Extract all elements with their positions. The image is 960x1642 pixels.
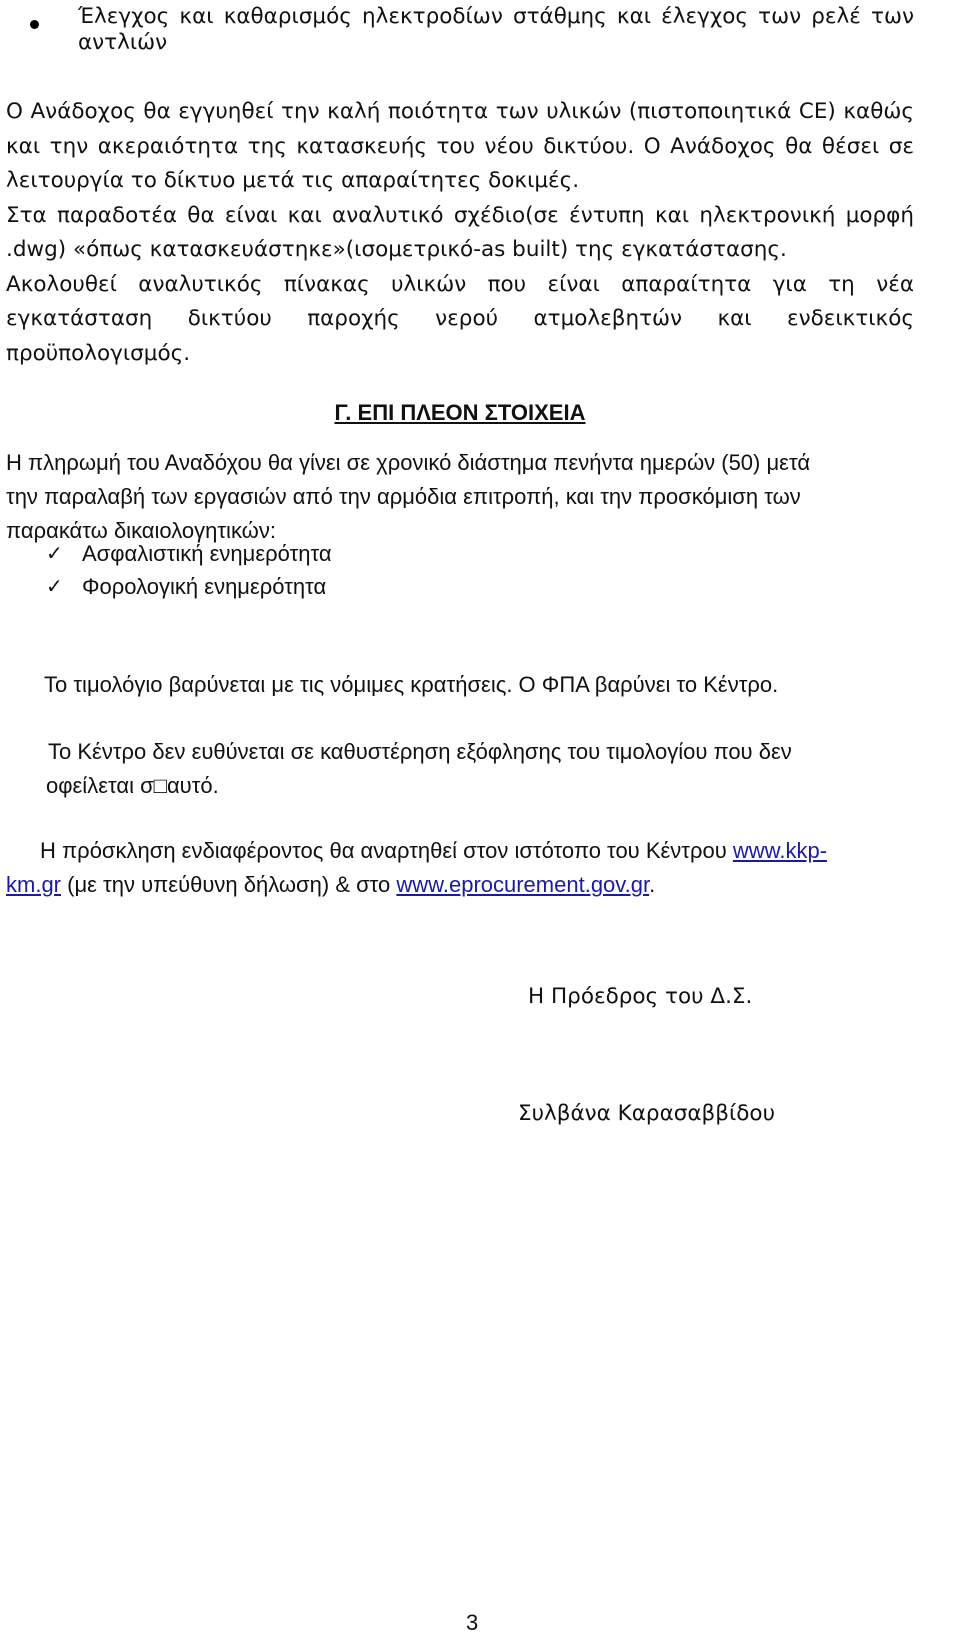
invoice-note: Το τιμολόγιο βαρύνεται με τις νόμιμες κρατήσεις. Ο ΦΠΑ βαρύνει το Κέντρο. (44, 672, 779, 697)
invitation-text-2: (με την υπεύθυνη δήλωση) & στο (61, 872, 397, 897)
bullet-dot-icon (30, 20, 39, 29)
checklist-item-label: Φορολογική ενημερότητα (82, 574, 327, 599)
para1-line-3: λειτουργία το δίκτυο μετά τις απαραίτητες δοκιμές. (6, 168, 580, 193)
delay-line-2: οφείλεται σ□αυτό. (46, 773, 219, 798)
para1-line-7: εγκατάσταση δικτύου παροχής νερού ατμολεβητών και ενδεικτικός (6, 306, 914, 331)
payment-line-1: Η πληρωμή του Αναδόχου θα γίνει σε χρονικό διάστημα πενήντα ημερών (50) μετά (6, 450, 811, 475)
checklist-item (0, 574, 900, 606)
para1-line-1: Ο Ανάδοχος θα εγγυηθεί την καλή ποιότητα των υλικών (πιστοποιητικά CE) καθώς (6, 99, 914, 124)
checkmark-icon: ✓ (46, 574, 63, 598)
delay-line-1: Το Κέντρο δεν ευθύνεται σε καθυστέρηση εξόφλησης του τιμολογίου που δεν (48, 739, 792, 764)
page-number: 3 (466, 1610, 479, 1635)
payment-line-3: παρακάτω δικαιολογητικών: (6, 518, 276, 543)
kkp-km-link-continued[interactable]: km.gr (6, 872, 61, 897)
delay-note (48, 735, 792, 803)
invitation-text-1: Η πρόσκληση ενδιαφέροντος θα αναρτηθεί στον ιστότοπο του Κέντρου (40, 838, 733, 863)
checkmark-icon: ✓ (46, 541, 63, 565)
bullet-line-1: Έλεγχος και καθαρισμός ηλεκτροδίων στάθμης και έλεγχος των ρελέ των (78, 4, 914, 29)
para1-line-6: Ακολουθεί αναλυτικός πίνακας υλικών που είναι απαραίτητα για τη νέα (6, 271, 914, 297)
checklist-item (0, 541, 900, 573)
invitation-paragraph (6, 834, 906, 902)
signature-name: Συλβάνα Καρασαββίδου (518, 1101, 776, 1126)
eprocurement-link[interactable]: www.eprocurement.gov.gr (396, 872, 650, 897)
para1-line-4: Στα παραδοτέα θα είναι και αναλυτικό σχέδιο(σε έντυπη και ηλεκτρονική μορφή (6, 202, 914, 228)
signature-role: Η Πρόεδρος του Δ.Σ. (528, 984, 753, 1009)
payment-line-2: την παραλαβή των εργασιών από την αρμόδια επιτροπή, και την προσκόμιση των (6, 484, 801, 509)
section-heading: Γ. ΕΠΙ ΠΛΕΟΝ ΣΤΟΙΧΕΙΑ (334, 400, 586, 425)
payment-paragraph (6, 446, 886, 548)
kkp-km-link[interactable]: www.kkp- (732, 838, 828, 863)
bullet-line-2: αντλιών (78, 30, 168, 55)
para1-line-5: .dwg) «όπως κατασκευάστηκε»(ισομετρικό-as built) της εγκατάστασης. (6, 237, 787, 262)
materials-paragraph (6, 95, 914, 371)
para1-line-2: και την ακεραιότητα της κατασκευής του νέου δικτύου. Ο Ανάδοχος θα θέσει σε (6, 133, 914, 159)
invitation-end: . (649, 872, 656, 897)
checklist-item-label: Ασφαλιστική ενημερότητα (82, 541, 332, 566)
para1-line-8: προϋπολογισμός. (6, 340, 191, 366)
